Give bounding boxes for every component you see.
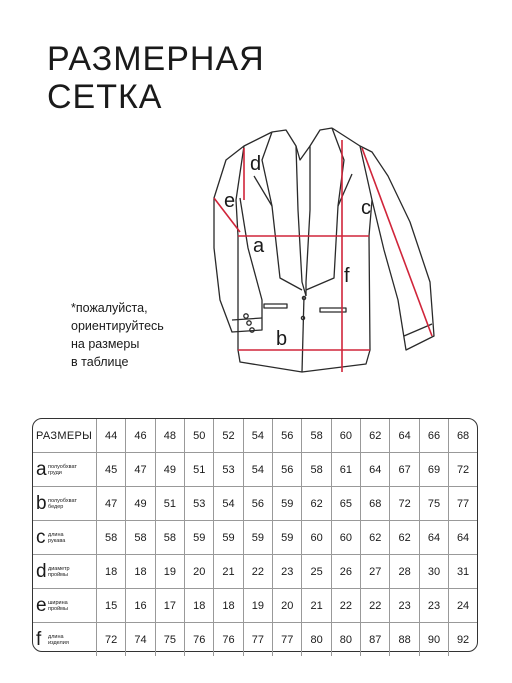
row-description-line-2: рукава	[48, 537, 66, 544]
label-a: a	[253, 235, 265, 257]
table-cell: 23	[273, 555, 302, 589]
table-cell: 19	[155, 555, 184, 589]
table-cell: 76	[214, 623, 243, 657]
row-description-line-2: бедер	[48, 503, 64, 510]
table-row	[33, 453, 477, 487]
note-line-2: ориентируйтесь	[71, 319, 164, 333]
row-description-line-2: проймы	[48, 571, 68, 578]
table-cell: 90	[419, 623, 448, 657]
table-cell: 75	[419, 487, 448, 521]
table-cell: 65	[331, 487, 360, 521]
table-cell: 87	[361, 623, 390, 657]
table-row	[33, 589, 477, 623]
table-cell: 49	[126, 487, 155, 521]
table-cell: 80	[331, 623, 360, 657]
row-letter: b	[36, 492, 47, 514]
row-description-line-2: проймы	[48, 605, 68, 612]
row-description	[48, 532, 65, 544]
row-letter: a	[36, 458, 47, 480]
label-b: b	[276, 328, 288, 350]
table-cell: 19	[243, 589, 272, 623]
size-header: 64	[390, 419, 419, 453]
table-cell: 58	[155, 521, 184, 555]
table-cell: 59	[243, 521, 272, 555]
size-header: 54	[243, 419, 272, 453]
row-letter: f	[36, 628, 42, 650]
table-cell: 77	[449, 487, 477, 521]
size-table-grid	[33, 419, 477, 656]
table-cell: 74	[126, 623, 155, 657]
table-cell: 58	[97, 521, 126, 555]
size-table	[32, 418, 478, 652]
table-cell: 72	[97, 623, 126, 657]
table-cell: 20	[185, 555, 214, 589]
table-cell: 53	[214, 453, 243, 487]
table-cell: 20	[273, 589, 302, 623]
row-description	[48, 634, 69, 646]
label-d: d	[250, 153, 262, 175]
table-cell: 49	[155, 453, 184, 487]
size-header: 66	[419, 419, 448, 453]
table-cell: 53	[185, 487, 214, 521]
table-cell: 22	[243, 555, 272, 589]
table-cell: 16	[126, 589, 155, 623]
title-line-2: СЕТКА	[47, 78, 163, 116]
table-cell: 54	[243, 453, 272, 487]
table-cell: 30	[419, 555, 448, 589]
table-cell: 58	[302, 453, 331, 487]
row-description-line-1: полуобхват	[48, 463, 77, 470]
note-line-1: *пожалуйста,	[71, 301, 148, 315]
table-cell: 22	[361, 589, 390, 623]
size-header: 52	[214, 419, 243, 453]
table-cell: 45	[97, 453, 126, 487]
size-header: 60	[331, 419, 360, 453]
table-cell: 76	[185, 623, 214, 657]
table-row	[33, 623, 477, 657]
table-cell: 64	[361, 453, 390, 487]
table-cell: 62	[390, 521, 419, 555]
row-letter: c	[36, 526, 46, 548]
row-label	[33, 453, 97, 487]
row-description-line-1: диаметр	[48, 565, 70, 572]
table-cell: 28	[390, 555, 419, 589]
table-cell: 51	[185, 453, 214, 487]
size-note	[71, 299, 164, 371]
table-cell: 64	[419, 521, 448, 555]
table-cell: 56	[273, 453, 302, 487]
table-cell: 15	[97, 589, 126, 623]
table-cell: 62	[361, 521, 390, 555]
row-label	[33, 623, 97, 657]
size-header: 44	[97, 419, 126, 453]
size-header: 46	[126, 419, 155, 453]
page-title	[47, 40, 265, 116]
table-cell: 92	[449, 623, 477, 657]
size-header: 58	[302, 419, 331, 453]
table-cell: 26	[331, 555, 360, 589]
table-cell: 58	[126, 521, 155, 555]
table-header-row	[33, 419, 477, 453]
table-header-label: РАЗМЕРЫ	[33, 419, 97, 453]
table-cell: 59	[185, 521, 214, 555]
label-c: c	[361, 197, 371, 219]
label-e: e	[224, 190, 236, 212]
table-cell: 62	[302, 487, 331, 521]
note-line-4: в таблице	[71, 355, 129, 369]
table-cell: 24	[449, 589, 477, 623]
table-cell: 59	[214, 521, 243, 555]
table-cell: 31	[449, 555, 477, 589]
row-description-line-2: груди	[48, 469, 62, 476]
table-cell: 22	[331, 589, 360, 623]
table-cell: 21	[302, 589, 331, 623]
table-cell: 72	[390, 487, 419, 521]
size-header: 50	[185, 419, 214, 453]
table-cell: 23	[419, 589, 448, 623]
table-cell: 67	[390, 453, 419, 487]
row-label	[33, 589, 97, 623]
table-cell: 61	[331, 453, 360, 487]
table-cell: 75	[155, 623, 184, 657]
jacket-diagram	[205, 118, 455, 380]
measure-line-c	[362, 148, 432, 336]
table-cell: 18	[126, 555, 155, 589]
table-cell: 17	[155, 589, 184, 623]
table-cell: 59	[273, 521, 302, 555]
row-description	[48, 566, 70, 578]
size-header: 62	[361, 419, 390, 453]
table-cell: 64	[449, 521, 477, 555]
table-cell: 25	[302, 555, 331, 589]
table-cell: 18	[185, 589, 214, 623]
row-label	[33, 555, 97, 589]
measurement-lines	[214, 140, 432, 372]
size-header: 48	[155, 419, 184, 453]
note-line-3: на размеры	[71, 337, 140, 351]
table-cell: 27	[361, 555, 390, 589]
table-cell: 54	[214, 487, 243, 521]
table-row	[33, 521, 477, 555]
row-description-line-1: длина	[48, 531, 64, 538]
row-label	[33, 487, 97, 521]
label-f: f	[344, 265, 350, 287]
table-row	[33, 555, 477, 589]
table-cell: 88	[390, 623, 419, 657]
row-description	[48, 498, 77, 510]
table-cell: 60	[302, 521, 331, 555]
row-description-line-1: полуобхват	[48, 497, 77, 504]
table-cell: 18	[97, 555, 126, 589]
table-cell: 69	[419, 453, 448, 487]
row-letter: e	[36, 594, 47, 616]
table-cell: 59	[273, 487, 302, 521]
table-cell: 18	[214, 589, 243, 623]
table-row	[33, 487, 477, 521]
table-cell: 51	[155, 487, 184, 521]
table-cell: 80	[302, 623, 331, 657]
table-cell: 77	[243, 623, 272, 657]
size-header: 68	[449, 419, 477, 453]
table-cell: 23	[390, 589, 419, 623]
table-cell: 77	[273, 623, 302, 657]
row-description-line-2: изделия	[48, 639, 69, 646]
row-letter: d	[36, 560, 47, 582]
row-description	[48, 464, 77, 476]
table-cell: 47	[126, 453, 155, 487]
table-cell: 68	[361, 487, 390, 521]
jacket-outline	[214, 128, 434, 372]
row-description-line-1: ширина	[48, 599, 68, 606]
size-header: 56	[273, 419, 302, 453]
table-cell: 60	[331, 521, 360, 555]
title-line-1: РАЗМЕРНАЯ	[47, 40, 265, 78]
table-cell: 56	[243, 487, 272, 521]
table-cell: 47	[97, 487, 126, 521]
row-description	[48, 600, 68, 612]
row-label	[33, 521, 97, 555]
table-cell: 21	[214, 555, 243, 589]
table-cell: 72	[449, 453, 477, 487]
row-description-line-1: длина	[48, 633, 64, 640]
